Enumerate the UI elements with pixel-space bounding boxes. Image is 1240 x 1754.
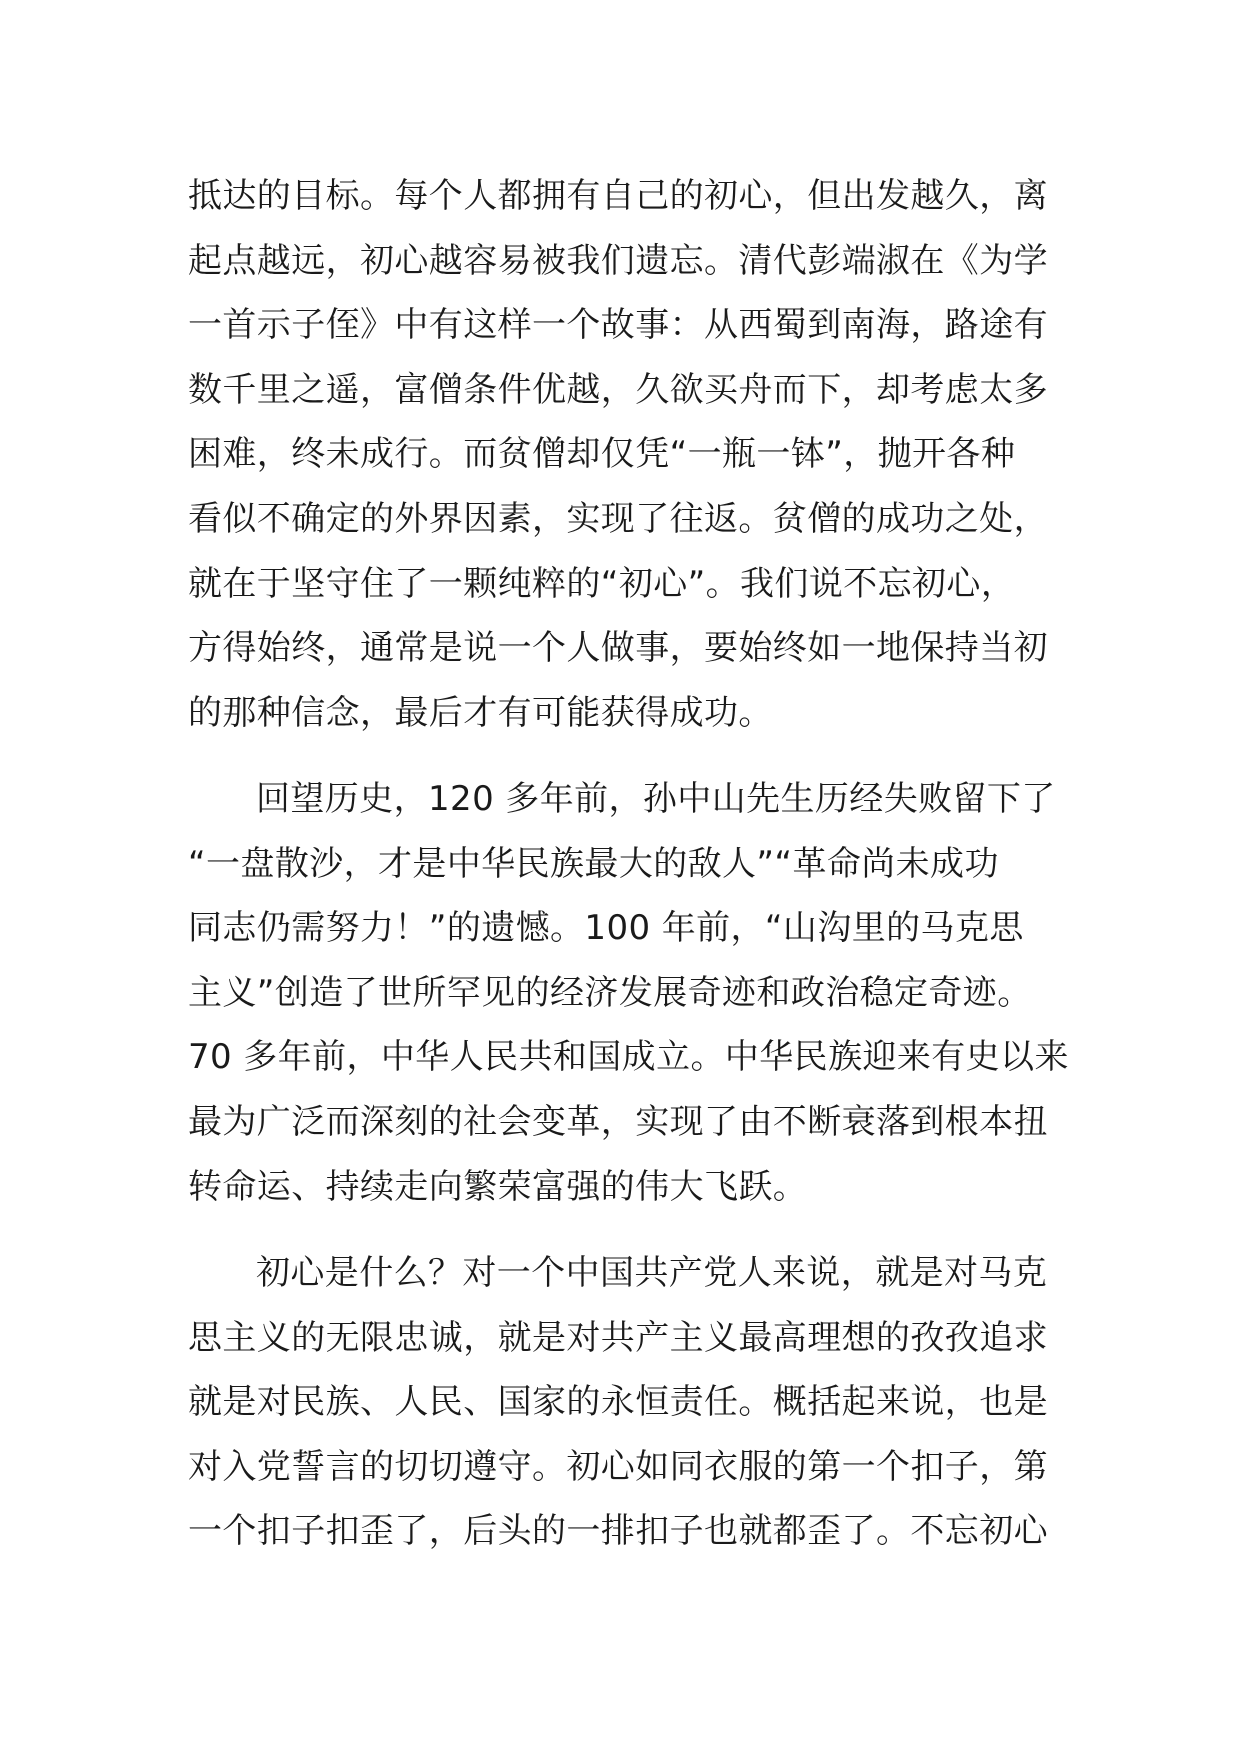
paragraph-line: 就是对民族、人民、国家的永恒责任。概括起来说，也是 [188,1382,1048,1423]
paragraph-line: 一首示子侄》中有这样一个故事：从西蜀到南海，路途有 [188,305,1048,346]
paragraph-line: 数千里之遥，富僧条件优越，久欲买舟而下，却考虑太多 [188,369,1048,410]
paragraph-line: 转命运、持续走向繁荣富强的伟大飞跃。 [188,1166,808,1207]
paragraph-first-line: 回望历史，120 多年前，孙中山先生历经失败留下了 [256,779,1056,819]
paragraph-line: 同志仍需努力！”的遗憾。100 年前，“山沟里的马克思 [188,908,1024,949]
paragraph-line: 抵达的目标。每个人都拥有自己的初心，但出发越久，离 [188,176,1048,216]
paragraph-line: 的那种信念，最后才有可能获得成功。 [188,692,773,733]
paragraph-line: 就在于坚守住了一颗纯粹的“初心”。我们说不忘初心， [188,563,1016,604]
paragraph-first-line: 初心是什么？对一个中国共产党人来说，就是对马克 [256,1253,1048,1293]
paragraph-line: 最为广泛而深刻的社会变革，实现了由不断衰落到根本扭 [188,1101,1048,1142]
paragraph-line: “一盘散沙，才是中华民族最大的敌人”“革命尚未成功 [188,843,999,884]
paragraph-line: 困难，终未成行。而贫僧却仅凭“一瓶一钵”，抛开各种 [188,434,1016,475]
paragraph-1 [188,164,1068,745]
paragraph-line: 思主义的无限忠诚，就是对共产主义最高理想的孜孜追求 [188,1317,1048,1358]
paragraph-line: 看似不确定的外界因素，实现了往返。贫僧的成功之处， [188,498,1048,539]
paragraph-line: 方得始终，通常是说一个人做事，要始终如一地保持当初 [188,628,1048,669]
paragraph-line: 主义”创造了世所罕见的经济发展奇迹和政治稳定奇迹。 [188,972,1032,1013]
paragraph-2 [188,767,1068,1219]
paragraph-line: 一个扣子扣歪了，后头的一排扣子也就都歪了。不忘初心 [188,1511,1048,1552]
paragraph-line: 70 多年前，中华人民共和国成立。中华民族迎来有史以来 [188,1037,1069,1078]
paragraph-line: 起点越远，初心越容易被我们遗忘。清代彭端淑在《为学 [188,240,1048,281]
paragraph-line: 对入党誓言的切切遵守。初心如同衣服的第一个扣子，第 [188,1446,1048,1487]
paragraph-3 [188,1241,1068,1564]
